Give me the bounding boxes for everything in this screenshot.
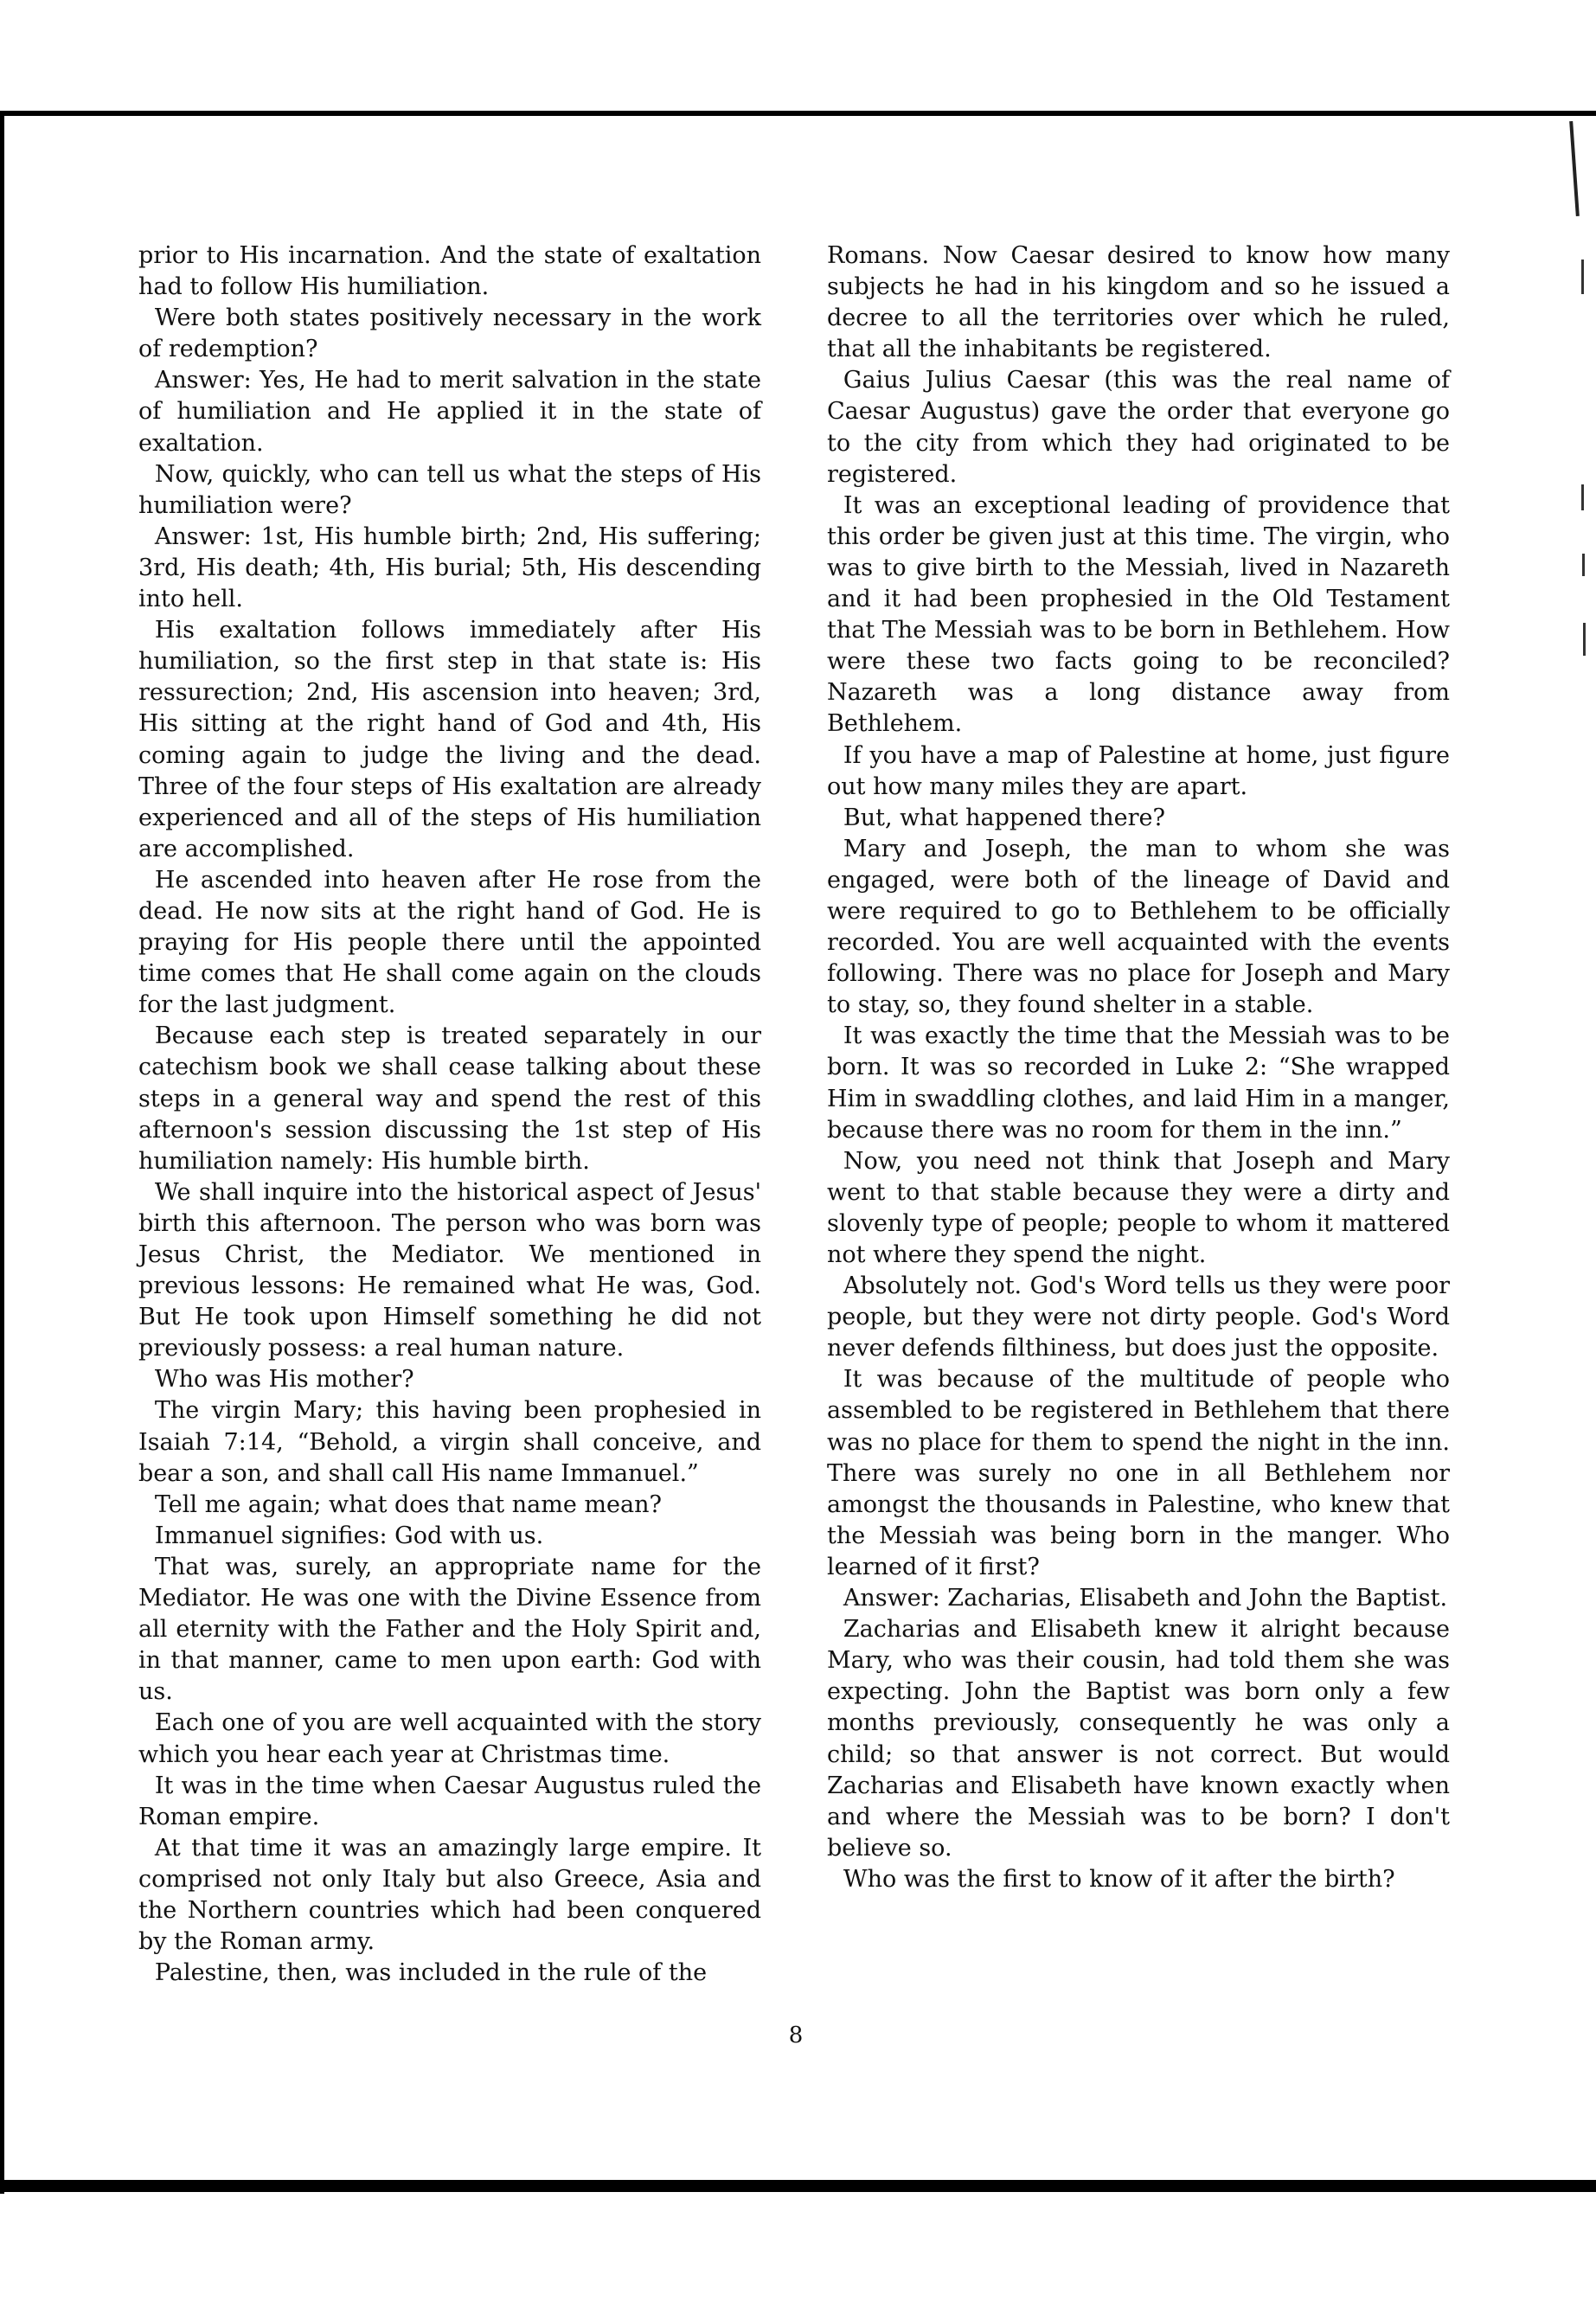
paragraph: Immanuel signifies: God with us. — [154, 1522, 544, 1549]
paragraph: We shall inquire into the historical aspect of Jesus' birth this afternoon. The person who was born was Jesus Christ, the Mediator. We mentioned in previous lessons: He remained what He was, God. But He took upon Himself something he did not previously possess: a real human nature. — [138, 1178, 761, 1362]
paragraph: Gaius Julius Caesar (this was the real name of Caesar Augustus) gave the order that everyone go to the city from which they had originated to be registered. — [827, 367, 1450, 488]
paragraph: Absolutely not. God's Word tells us they were poor people, but they were not dirty people. God's Word never defends filthiness, but does just the opposite. — [827, 1272, 1450, 1362]
paragraph: It was in the time when Caesar Augustus ruled the Roman empire. — [138, 1772, 761, 1830]
paragraph: He ascended into heaven after He rose from the dead. He now sits at the right hand of God. He is praying for His people there until the appointed time comes that He shall come again on the clouds for the last judgment. — [138, 866, 761, 1019]
paragraph: Each one of you are well acquainted with the story which you hear each year at Christmas time. — [138, 1709, 761, 1768]
paragraph: Who was the first to know of it after the birth? — [843, 1865, 1395, 1893]
left-text-column — [138, 240, 761, 1989]
paragraph: It was exactly the time that the Messiah was to be born. It was so recorded in Luke 2: “She wrapped Him in swaddling clothes, and laid Him in a manger, because there was no room for them in the inn.” — [827, 1022, 1450, 1144]
scan-top-border — [0, 111, 1596, 116]
paragraph: Answer: Zacharias, Elisabeth and John the Baptist. — [843, 1585, 1448, 1612]
paragraph: Now, you need not think that Joseph and Mary went to that stable because they were a dirty and slovenly type of people; people to whom it mattered not where they spend the night. — [827, 1147, 1450, 1268]
paragraph: Now, quickly, who can tell us what the steps of His humiliation were? — [138, 460, 761, 519]
paragraph: But, what happened there? — [843, 804, 1166, 831]
paragraph: The virgin Mary; this having been prophesied in Isaiah 7:14, “Behold, a virgin shall conceive, and bear a son, and shall call His name Immanuel.” — [138, 1397, 761, 1487]
paragraph: prior to His incarnation. And the state of exaltation had to follow His humiliation. — [138, 242, 761, 301]
paragraph: Tell me again; what does that name mean? — [154, 1490, 662, 1518]
paragraph: His exaltation follows immediately after His humiliation, so the first step in that state is: His ressurection; 2nd, His ascension into heaven; 3rd, His sitting at the right hand of God and 4th, His coming again to judge the living and the dead. Three of the four steps of His exaltation are already experienced and all of the steps of His humiliation are accomplished. — [138, 617, 761, 862]
paragraph: That was, surely, an appropriate name for the Mediator. He was one with the Divine Essence from all eternity with the Father and the Holy Spirit and, in that manner, came to men upon earth: God with us. — [138, 1553, 761, 1706]
scan-bottom-border — [0, 2180, 1596, 2192]
right-text-column — [827, 240, 1450, 1895]
paragraph: Were both states positively necessary in the work of redemption? — [138, 304, 761, 363]
page-number: 8 — [788, 2022, 804, 2048]
scan-left-edge — [0, 111, 4, 2194]
paragraph: It was an exceptional leading of providence that this order be given just at this time. The virgin, who was to give birth to the Messiah, lived in Nazareth and it had been prophesied in the Old Testament that The Messiah was to be born in Bethlehem. How were these two facts going to be reconciled? Nazareth was a long distance away from Bethlehem. — [827, 491, 1450, 738]
paragraph: Answer: Yes, He had to merit salvation in the state of humiliation and He applied it in the state of exaltation. — [138, 367, 761, 457]
paragraph: Palestine, then, was included in the rule of the — [154, 1959, 708, 1987]
paragraph: Romans. Now Caesar desired to know how many subjects he had in his kingdom and so he issued a decree to all the territories over which he ruled, that all the inhabitants be registered. — [827, 242, 1450, 363]
paragraph: Who was His mother? — [154, 1366, 414, 1394]
paragraph: It was because of the multitude of people who assembled to be registered in Bethlehem that there was no place for them to spend the night in the inn. There was surely no one in all Bethlehem nor amongst the thousands in Palestine, who knew that the Messiah was being born in the manger. Who learned of it first? — [827, 1366, 1450, 1580]
paragraph: Answer: 1st, His humble birth; 2nd, His suffering; 3rd, His death; 4th, His burial; 5th, His descending into hell. — [138, 522, 761, 613]
paragraph: Because each step is treated separately in our catechism book we shall cease talking about these steps in a general way and spend the rest of this afternoon's session discussing the 1st step of His humiliation namely: His humble birth. — [138, 1022, 761, 1175]
paragraph: Mary and Joseph, the man to whom she was engaged, were both of the lineage of David and were required to go to Bethlehem to be officially recorded. You are well acquainted with the events following. There was no place for Joseph and Mary to stay, so, they found shelter in a stable. — [827, 835, 1450, 1019]
paragraph: At that time it was an amazingly large empire. It comprised not only Italy but also Greece, Asia and the Northern countries which had been conquered by the Roman army. — [138, 1834, 761, 1956]
paragraph: Zacharias and Elisabeth knew it alright because Mary, who was their cousin, had told them she was expecting. John the Baptist was born only a few months previously, consequently he was only a child; so that answer is not correct. But would Zacharias and Elisabeth have known exactly when and where the Messiah was to be born? I don't believe so. — [827, 1616, 1450, 1862]
paragraph: If you have a map of Palestine at home, just figure out how many miles they are apart. — [827, 741, 1450, 800]
